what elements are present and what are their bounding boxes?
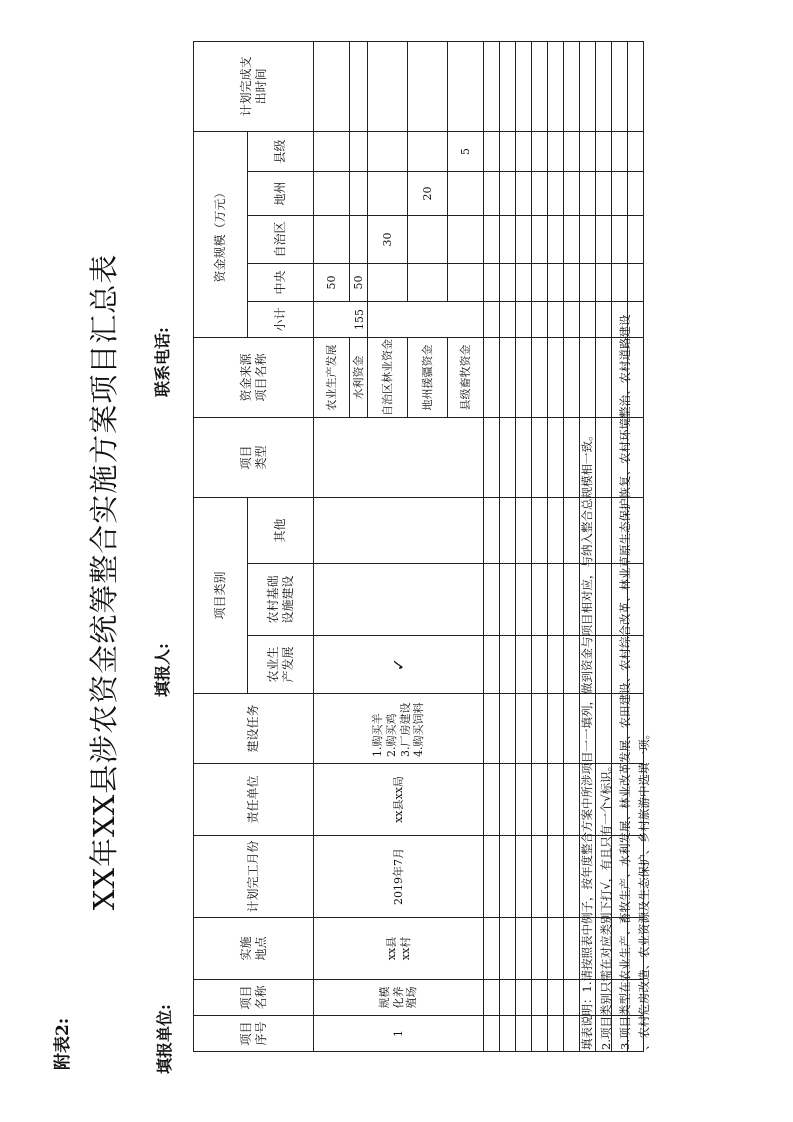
header-prefecture: 地州 bbox=[248, 171, 314, 215]
cell-category-agri-check: ✓ bbox=[314, 636, 484, 694]
header-planned-expenditure: 计划完成支出时间 bbox=[194, 41, 314, 131]
cell-location: xx县xx村 bbox=[314, 918, 484, 980]
cell-responsible-unit: xx县xx局 bbox=[314, 764, 484, 836]
cell-fund-source: 自治区林业资金 bbox=[368, 337, 408, 417]
header-project-category: 项目类别 bbox=[194, 497, 248, 693]
cell-autonomous-region: 30 bbox=[368, 215, 408, 263]
table-row bbox=[314, 41, 350, 1051]
note-line: 、农村危房改造、农业资源及生态保护、乡村旅游中选填一项。 bbox=[637, 728, 651, 1050]
header-autonomous-region: 自治区 bbox=[248, 215, 314, 263]
contact-phone-label: 联系电话: bbox=[153, 327, 172, 397]
cell-autonomous-region bbox=[350, 215, 368, 263]
header-central: 中央 bbox=[248, 263, 314, 301]
cell-county bbox=[368, 131, 408, 171]
cell-county bbox=[314, 131, 350, 171]
cell-autonomous-region bbox=[314, 215, 350, 263]
cell-prefecture bbox=[448, 171, 484, 215]
cell-subtotal: 155 bbox=[314, 301, 368, 337]
cell-planned-expenditure bbox=[350, 41, 368, 131]
cell-fund-source: 地州援疆资金 bbox=[408, 337, 448, 417]
fill-instructions bbox=[578, 40, 654, 1050]
cell-central: 50 bbox=[350, 263, 368, 301]
header-planned-completion: 计划完工月份 bbox=[194, 836, 314, 918]
cell-fund-source: 县级畜牧资金 bbox=[448, 337, 484, 417]
header-fund-source: 资金来源项目名称 bbox=[194, 337, 314, 417]
cell-autonomous-region bbox=[408, 215, 448, 263]
cell-county bbox=[350, 131, 368, 171]
header-category-infra: 农村基础设施建设 bbox=[248, 564, 314, 636]
attachment-label: 附表2: bbox=[53, 1017, 73, 1070]
cell-planned-expenditure bbox=[448, 41, 484, 131]
cell-county: 5 bbox=[448, 131, 484, 171]
note-line: 3.项目类型在农业生产、畜牧生产、水利发展、林业改革发展、农田建设、农村综合改革、林业草原生态保护恢复、农村环境整治、农村道路建设 bbox=[618, 314, 632, 1050]
project-summary-table bbox=[193, 41, 644, 1052]
page-title: XX年XX县涉农资金统筹整合实施方案项目汇总表 bbox=[87, 253, 121, 911]
header-construction-tasks: 建设任务 bbox=[194, 694, 314, 764]
header-location: 实施地点 bbox=[194, 918, 314, 980]
cell-prefecture: 20 bbox=[408, 171, 448, 215]
cell-fund-source: 农业生产发展 bbox=[314, 337, 350, 417]
cell-prefecture bbox=[314, 171, 350, 215]
note-line: 2.项目类别只需在对应类别下打√，有且只有一个√标识。 bbox=[599, 759, 613, 1050]
cell-planned-expenditure bbox=[314, 41, 350, 131]
cell-prefecture bbox=[350, 171, 368, 215]
header-responsible-unit: 责任单位 bbox=[194, 764, 314, 836]
cell-completion: 2019年7月 bbox=[314, 836, 484, 918]
cell-construction-tasks: 1.购买羊 2.购买鸡 3.厂房建设 4.购买饲料 bbox=[314, 694, 484, 764]
cell-fund-source: 水利资金 bbox=[350, 337, 368, 417]
header-project-name: 项目名称 bbox=[194, 980, 314, 1016]
cell-project-name: 规模化养殖场 bbox=[314, 980, 484, 1016]
header-fund-scale: 资金规模（万元） bbox=[194, 131, 248, 337]
cell-central bbox=[408, 263, 448, 301]
header-subtotal: 小计 bbox=[248, 301, 314, 337]
filler-person-label: 填报人: bbox=[153, 643, 172, 697]
cell-autonomous-region bbox=[448, 215, 484, 263]
cell-planned-expenditure bbox=[368, 41, 408, 131]
cell-subtotal-merged bbox=[368, 301, 484, 337]
note-line: 填表说明：1.请按照表中例子，按年度整合方案中所涉项目一一填列，做到资金与项目相对应，与纳入整合总规模相一致。 bbox=[580, 429, 594, 1050]
header-category-agri: 农业生产发展 bbox=[248, 636, 314, 694]
cell-central: 50 bbox=[314, 263, 350, 301]
header-county: 县级 bbox=[248, 131, 314, 171]
header-project-type: 项目类型 bbox=[194, 417, 314, 497]
header-project-no: 项目序号 bbox=[194, 1016, 314, 1052]
cell-category-other bbox=[314, 497, 484, 563]
cell-central bbox=[368, 263, 408, 301]
header-category-other: 其他 bbox=[248, 497, 314, 563]
cell-prefecture bbox=[368, 171, 408, 215]
filler-unit-label: 填报单位: bbox=[155, 1004, 174, 1074]
cell-county bbox=[408, 131, 448, 171]
cell-planned-expenditure bbox=[408, 41, 448, 131]
cell-project-no: 1 bbox=[314, 1016, 484, 1052]
cell-category-infra bbox=[314, 564, 484, 636]
cell-project-type bbox=[314, 417, 484, 497]
cell-central bbox=[448, 263, 484, 301]
